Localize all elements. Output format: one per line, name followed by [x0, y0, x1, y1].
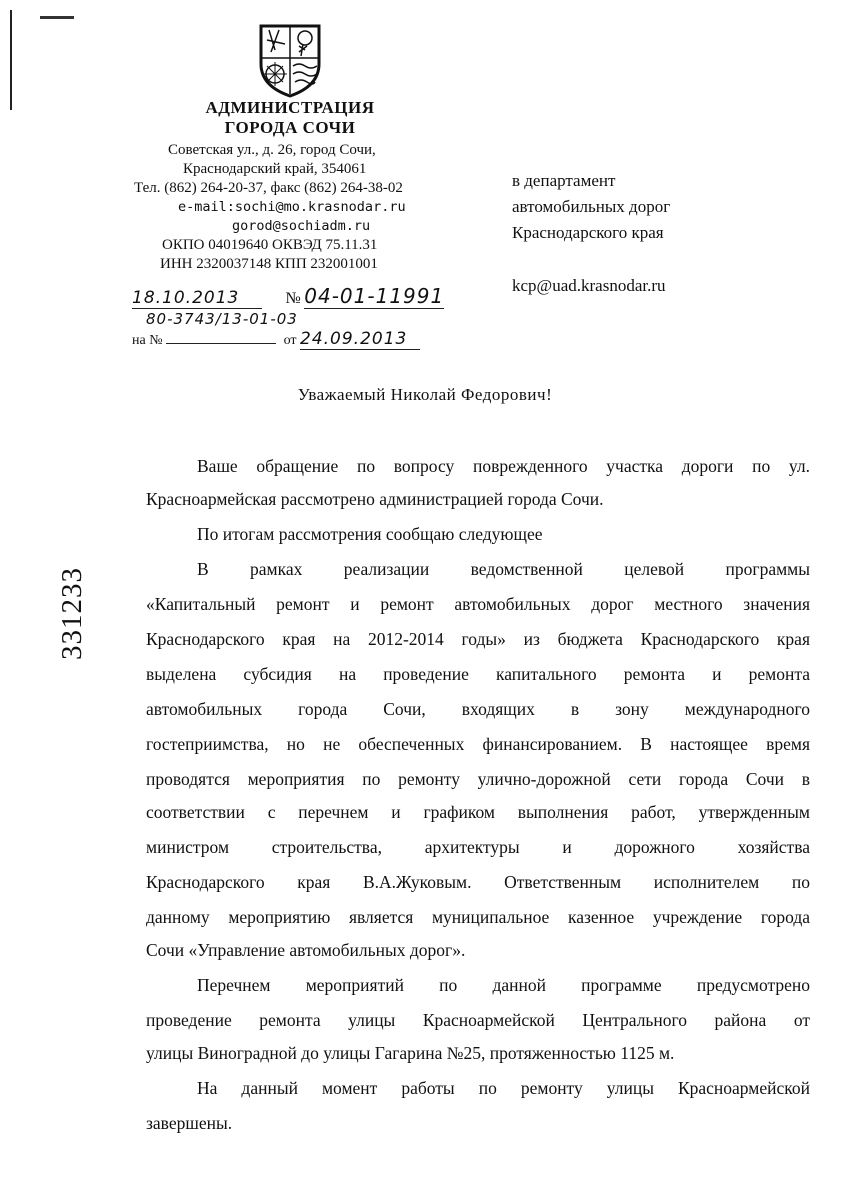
codes-line1: ОКПО 04019640 ОКВЭД 75.11.31: [162, 237, 378, 253]
reference-number: 80-3743/13-01-03: [146, 310, 298, 328]
recipient-line2: автомобильных дорог: [512, 197, 671, 216]
body-line: Красноармейская рассмотрено администрацией города Сочи.: [146, 489, 604, 509]
address-line1: Советская ул., д. 26, город Сочи,: [168, 142, 376, 158]
outgoing-date: 18.10.2013: [132, 288, 262, 309]
body-line: Перечнем мероприятий по данной программе предусмотрено: [197, 975, 810, 995]
body-line: министром строительства, архитектуры и дорожного хозяйства: [146, 837, 810, 857]
reference-from: от: [283, 333, 297, 348]
body-line: В рамках реализации ведомственной целевой программы: [197, 559, 810, 579]
reference-date: 24.09.2013: [300, 329, 420, 350]
body-line: проводятся мероприятия по ремонту улично-дорожной сети города Сочи в: [146, 769, 810, 789]
reference-prefix: на №: [132, 333, 163, 348]
outgoing-number: 04-01-11991: [304, 284, 445, 308]
recipient-email: kcp@uad.krasnodar.ru: [512, 276, 666, 295]
side-registration-number: 331233: [56, 567, 88, 660]
number-prefix: №: [285, 290, 301, 307]
body-line: автомобильных города Сочи, входящих в зону международного: [146, 699, 810, 719]
body-line: На данный момент работы по ремонту улицы Красноармейской: [197, 1078, 810, 1098]
body-line: Ваше обращение по вопросу поврежденного участка дороги по ул.: [197, 456, 810, 476]
corner-mark: [40, 16, 74, 19]
body-line: гостеприимства, но не обеспеченных финансированием. В настоящее время: [146, 734, 810, 754]
address-line2: Краснодарский край, 354061: [183, 161, 367, 177]
body-line: проведение ремонта улицы Красноармейской Центрального района от: [146, 1010, 810, 1030]
body-line: Краснодарского края на 2012-2014 годы» из бюджета Краснодарского края: [146, 629, 810, 649]
recipient-line3: Краснодарского края: [512, 223, 664, 242]
greeting: Уважаемый Николай Федорович!: [297, 385, 553, 404]
body-line: Сочи «Управление автомобильных дорог».: [146, 940, 466, 960]
org-name-line2: ГОРОДА СОЧИ: [224, 118, 356, 137]
body-line: выделена субсидия на проведение капитального ремонта и ремонта: [146, 664, 810, 684]
org-name-line1: АДМИНИСТРАЦИЯ: [205, 98, 375, 117]
reference-blank: [166, 329, 276, 344]
reference-registration: [132, 329, 420, 350]
margin-line: [10, 10, 12, 110]
body-line: По итогам рассмотрения сообщаю следующее: [197, 524, 543, 544]
phone-line: Тел. (862) 264-20-37, факс (862) 264-38-02: [134, 180, 403, 196]
email-line2: gorod@sochiadm.ru: [232, 218, 371, 234]
body-line: Краснодарского края В.А.Жуковым. Ответственным исполнителем по: [146, 872, 810, 892]
codes-line2: ИНН 2320037148 КПП 232001001: [160, 256, 378, 272]
body-line: улицы Виноградной до улицы Гагарина №25, протяженностью 1125 м.: [146, 1043, 675, 1063]
recipient-line1: в департамент: [512, 171, 616, 190]
body-line: завершены.: [146, 1113, 233, 1133]
body-line: соответствии с перечнем и графиком выполнения работ, утвержденным: [146, 802, 810, 822]
body-line: данному мероприятию является муниципальное казенное учреждение города: [146, 907, 810, 927]
city-coat-of-arms-icon: [255, 20, 325, 98]
email-line1: e-mail:sochi@mo.krasnodar.ru: [178, 199, 406, 215]
body-line: «Капитальный ремонт и ремонт автомобильных дорог местного значения: [146, 594, 810, 614]
outgoing-registration: [132, 284, 444, 309]
